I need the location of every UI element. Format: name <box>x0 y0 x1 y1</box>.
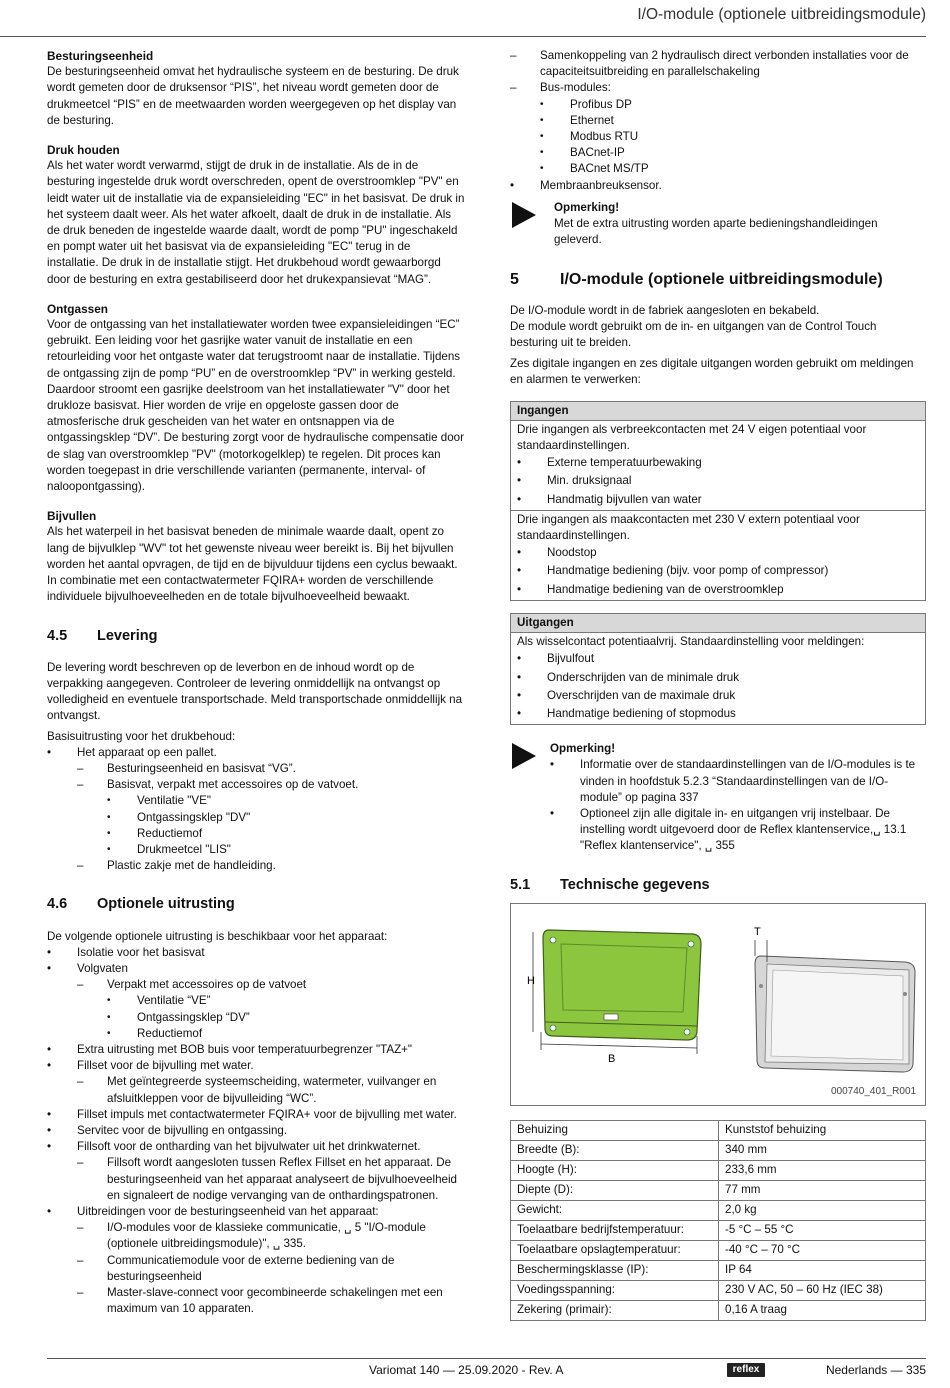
delivery-sublist <box>47 761 465 793</box>
list-item: – Fillsoft wordt aangesloten tussen Reflex Fillset en het apparaat. De besturingseenheid van het apparaat analyseert de bijvulhoeveelheid en signaleert de nodige vervanging van de onthardingspatronen. <box>47 1155 465 1204</box>
arrow-icon <box>512 202 536 228</box>
spec-value: 230 V AC, 50 – 60 Hz (IEC 38) <box>719 1280 926 1300</box>
paragraph: De besturingseenheid omvat het hydraulische systeem en de besturing. De druk wordt gemeten door de druksensor “PIS”, het niveau wordt gemeten door de drukmeetcel “PIS” en de meetwaarden worden weergegeven op het display van de besturing. <box>47 65 459 127</box>
list-item: • Servitec voor de bijvulling en ontgassing. <box>47 1123 465 1139</box>
table-group <box>511 633 925 724</box>
paragraph: De volgende optionele uitrusting is beschikbaar voor het apparaat: <box>47 929 388 943</box>
paragraph: Als het water wordt verwarmd, stijgt de druk in de installatie. Als de in de besturing ingestelde druk wordt overschreden, opent de overstroomklep "PV" en leidt water uit de installatie via de expansieleiding "EC" in het basisvat. De druk in het systeem daalt weer. Als het water afkoelt, daalt de druk in de installatie. Als de druk beneden de ingestelde waarde daalt, wordt de pomp "PU" ingeschakeld en pompt water uit het basisvat via de expansieleiding "EC" terug in de installatie. De druk in de installatie stijgt. Het drukbehoud wordt gewaarborgd door de besturing en extra gestabiliseerd door het drukexpansievat “MAG”. <box>47 159 465 286</box>
list-item: • Fillsoft voor de ontharding van het bijvulwater uit het drinkwaternet. <box>47 1139 465 1155</box>
section-number: 4.5 <box>47 627 68 644</box>
options-sublist <box>47 1074 465 1106</box>
paragraph: Zes digitale ingangen en zes digitale uitgangen worden gebruikt om meldingen en alarmen te verwerken: <box>510 357 914 387</box>
list-item: • Extra uitrusting met BOB buis voor temperatuurbegrenzer "TAZ+" <box>47 1042 465 1058</box>
spec-value: 233,6 mm <box>719 1160 926 1180</box>
spec-key: Zekering (primair): <box>511 1300 719 1320</box>
list-item: – Bus-modules: <box>480 80 926 96</box>
spec-value: IP 64 <box>719 1260 926 1280</box>
list-item: • Uitbreidingen voor de besturingseenheid van het apparaat: <box>47 1204 465 1220</box>
list-item: – Verpakt met accessoires op de vatvoet <box>47 977 465 993</box>
subheading: Druk houden <box>47 143 120 158</box>
list-item: • Isolatie voor het basisvat <box>47 945 465 961</box>
spec-value: 340 mm <box>719 1140 926 1160</box>
list-item: • BACnet MS/TP <box>480 161 926 177</box>
outputs-table <box>510 613 926 725</box>
section-number: 5.1 <box>510 876 531 893</box>
table-row <box>511 1280 926 1300</box>
dimension-line <box>541 1044 697 1048</box>
list-item: • Volgvaten <box>47 961 465 977</box>
list-item: • Fillset impuls met contactwatermeter FQIRA+ voor de bijvulling met water. <box>47 1107 465 1123</box>
spec-value: -5 °C – 55 °C <box>719 1220 926 1240</box>
subheading: Bijvullen <box>47 509 97 524</box>
dimension-label-t: T <box>754 925 761 938</box>
group-text: Drie ingangen als maakcontacten met 230 V extern potentiaal voor standaardinstellingen. <box>517 512 860 543</box>
list-item: • Handmatig bijvullen van water <box>517 491 919 509</box>
list-item: • Handmatige bediening van de overstroomklep <box>517 581 919 599</box>
note-title: Opmerking! <box>554 200 620 214</box>
dimension-label-h: H <box>527 974 535 987</box>
list-item: • Informatie over de standaardinstellingen van de I/O-modules is te vinden in hoofdstuk 5.2.3 “Standaardinstellingen van de I/O-module” op pagina 337 <box>550 757 926 806</box>
list-item: • Overschrijden van de maximale druk <box>517 687 919 705</box>
device-illustration <box>511 904 925 1103</box>
footer-page-number: Nederlands — 335 <box>825 1363 926 1377</box>
spec-key: Beschermingsklasse (IP): <box>511 1260 719 1280</box>
subheading: Besturingseenheid <box>47 49 154 63</box>
header-title: I/O-module (optionele uitbreidingsmodule) <box>637 6 926 23</box>
list-item: • Ontgassingsklep "DV" <box>47 810 465 826</box>
paragraph: De levering wordt beschreven op de leverbon en de inhoud wordt op de verpakking aangegeven. Controleer de levering onmiddellijk na ontvangst op volledigheid en eventuele transportschade. Meld transportschade onmiddellijk na ontvangst. <box>47 660 463 723</box>
list-item: • Reductiemof <box>47 1026 465 1042</box>
list-item: • Fillset voor de bijvulling met water. <box>47 1058 465 1074</box>
list-item: • Het apparaat op een pallet. <box>47 745 465 761</box>
options-sublist <box>47 977 465 993</box>
note-box <box>510 200 926 249</box>
table-row <box>511 1240 926 1260</box>
list-item: • Bijvulfout <box>517 650 919 668</box>
footer-doc-info: Variomat 140 — 25.09.2020 - Rev. A <box>369 1363 564 1377</box>
list-item: • Min. druksignaal <box>517 472 919 490</box>
spec-value: 2,0 kg <box>719 1200 926 1220</box>
note-box <box>510 741 926 854</box>
options-list <box>47 1204 465 1220</box>
list-item-link[interactable]: – I/O-modules voor de klassieke communicatie, ␣ 5 "I/O-module (optionele uitbreidingsmodule)", ␣ 335. <box>47 1220 465 1252</box>
spec-key: Hoogte (H): <box>511 1160 719 1180</box>
list-item: • Ventilatie "VE" <box>47 793 465 809</box>
heading-levering <box>47 628 465 644</box>
section-druk-houden <box>47 142 465 288</box>
heading-io-module <box>510 272 926 288</box>
section-title: Technische gegevens <box>560 876 710 893</box>
options-list <box>47 945 465 977</box>
spec-value: 77 mm <box>719 1180 926 1200</box>
green-module <box>543 930 701 1040</box>
table-header: Ingangen <box>511 402 925 421</box>
list-item: – Met geïntegreerde systeemscheiding, watermeter, vuilvanger en afsluitkleppen voor de bijvulleiding “WC”. <box>47 1074 465 1106</box>
list-item: • Handmatige bediening (bijv. voor pomp of compressor) <box>517 562 919 580</box>
device-figure <box>510 903 926 1106</box>
list-item: • Membraanbreuksensor. <box>510 178 926 194</box>
table-row <box>511 1220 926 1240</box>
dimension-label-b: B <box>608 1052 616 1065</box>
table-row <box>511 1260 926 1280</box>
grey-module <box>755 956 915 1072</box>
list-item: – Communicatiemodule voor de externe bediening van de besturingseenheid <box>47 1253 465 1285</box>
list-item: • Handmatige bediening of stopmodus <box>517 705 919 723</box>
section-ontgassen <box>47 301 465 495</box>
options-subsublist <box>47 993 465 1042</box>
table-header: Uitgangen <box>511 614 925 633</box>
arrow-icon <box>512 743 536 769</box>
left-column <box>47 48 465 1317</box>
heading-technische-gegevens <box>510 877 926 893</box>
table-group <box>511 510 925 600</box>
right-column <box>510 48 926 1321</box>
section-title: Optionele uitrusting <box>97 896 235 913</box>
table-row <box>511 1140 926 1160</box>
list-item: • Ventilatie “VE” <box>47 993 465 1009</box>
delivery-subsublist <box>47 793 465 858</box>
spec-table <box>510 1120 926 1321</box>
paragraph: De module wordt gebruikt om de in- en uitgangen van de Control Touch besturing uit te breiden. <box>510 319 877 350</box>
reflex-logo: reflex <box>727 1363 765 1377</box>
section-number: 5 <box>510 271 519 289</box>
spec-value: Kunststof behuizing <box>719 1120 926 1140</box>
group-text: Als wisselcontact potentiaalvrij. Standaardinstelling voor meldingen: <box>517 635 865 649</box>
paragraph: Als het waterpeil in het basisvat beneden de minimale waarde daalt, opent zo lang de bijvulklep "WV" tot het gewenste niveau weer bereikt is. Bij het bijvullen worden het aantal opvragen, de tijd en de bijvulduur tijdens een cyclus bewaakt. In combinatie met een contactwatermeter FQIRA+ worden de verschillende individuele bijvulhoeveelheden en de totale bijvulhoeveelheid bewaakt. <box>47 525 458 604</box>
continued-list <box>510 178 926 194</box>
subheading: Ontgassen <box>47 301 108 316</box>
bus-module-list <box>480 97 926 178</box>
list-item: – Samenkoppeling van 2 hydraulisch direct verbonden installaties voor de capaciteitsuitbreiding en parallelschakeling <box>480 48 926 80</box>
note-text: Met de extra uitrusting worden aparte bedieningshandleidingen geleverd. <box>554 217 878 247</box>
section-bijvullen <box>47 508 465 605</box>
section-besturingseenheid <box>47 48 465 129</box>
spec-key: Gewicht: <box>511 1200 719 1220</box>
list-item: • Ethernet <box>480 113 926 129</box>
list-item: • Profibus DP <box>480 97 926 113</box>
table-row <box>511 1200 926 1220</box>
paragraph: De I/O-module wordt in de fabriek aangesloten en bekabeld. <box>510 303 820 317</box>
options-sublist <box>47 1155 465 1204</box>
list-item: – Master-slave-connect voor gecombineerde schakelingen met een maximum van 10 apparaten. <box>47 1285 465 1317</box>
page-footer <box>47 1358 926 1388</box>
spec-key: Breedte (B): <box>511 1140 719 1160</box>
section-title: Levering <box>97 627 158 644</box>
list-item: • Reductiemof <box>47 826 465 842</box>
list-item: – Besturingseenheid en basisvat “VG”. <box>47 761 465 777</box>
heading-optionele-uitrusting <box>47 896 465 912</box>
section-number: 4.6 <box>47 896 68 913</box>
delivery-sublist <box>47 858 465 874</box>
list-item: • Ontgassingsklep “DV” <box>47 1010 465 1026</box>
spec-value: 0,16 A traag <box>719 1300 926 1320</box>
continued-list <box>480 48 926 97</box>
options-sublist <box>47 1220 465 1317</box>
list-item: • BACnet-IP <box>480 145 926 161</box>
spec-key: Voedingsspanning: <box>511 1280 719 1300</box>
spec-key: Diepte (D): <box>511 1180 719 1200</box>
list-item: • Drukmeetcel "LIS" <box>47 842 465 858</box>
paragraph: Basisuitrusting voor het drukbehoud: <box>47 729 236 743</box>
table-row <box>511 1120 926 1140</box>
list-item: • Externe temperatuurbewaking <box>517 454 919 472</box>
page-header <box>0 0 926 37</box>
list-item-link[interactable]: • Optioneel zijn alle digitale in- en uitgangen vrij instelbaar. De instelling wordt uitgevoerd door de Reflex klantenservice,␣ 13.1 "Reflex klantenservice", ␣ 355 <box>550 806 926 855</box>
section-title: I/O-module (optionele uitbreidingsmodule) <box>560 271 883 289</box>
spec-key: Toelaatbare bedrijfstemperatuur: <box>511 1220 719 1240</box>
spec-key: Behuizing <box>511 1120 719 1140</box>
spec-value: -40 °C – 70 °C <box>719 1240 926 1260</box>
list-item: – Basisvat, verpakt met accessoires op de vatvoet. <box>47 777 465 793</box>
inputs-table <box>510 401 926 601</box>
delivery-list <box>47 745 465 761</box>
table-row <box>511 1160 926 1180</box>
options-list <box>47 1107 465 1156</box>
spec-key: Toelaatbare opslagtemperatuur: <box>511 1240 719 1260</box>
note-title: Opmerking! <box>550 742 616 756</box>
options-list <box>47 1042 465 1074</box>
table-group <box>511 421 925 510</box>
table-row <box>511 1300 926 1320</box>
figure-code: 000740_401_R001 <box>831 1085 917 1097</box>
list-item: • Modbus RTU <box>480 129 926 145</box>
table-row <box>511 1180 926 1200</box>
list-item: • Noodstop <box>517 544 919 562</box>
paragraph: Voor de ontgassing van het installatiewater worden twee expansieleidingen “EC” gebruikt. Een leiding voor het gasrijke water vanuit de installatie en een retourleiding voor het ontgaste water dat terugstroomt naar de installatie. Tijdens de ontgassing zijn de pomp “PU” en de overstroomklep “PV” in werking gesteld. Daardoor stroomt een gasrijke deelstroom van het installatiewater "V" door het drukloze basisvat. Hier worden de vrije en opgeloste gassen door de atmosferische druk gescheiden van het water en ontsnappen via de ontgassingsklep “DV”. De besturing zorgt voor de hydraulische compensatie door de slag van overstroomklep "PV" (motorkogelklep) te regelen. Dit proces kan worden toegepast in drie verschillende varianten (permanente, interval- of naloopontgassing). <box>47 318 464 494</box>
group-text: Drie ingangen als verbreekcontacten met 24 V eigen potentiaal voor standaardinstellingen. <box>517 422 867 453</box>
list-item: • Onderschrijden van de minimale druk <box>517 669 919 687</box>
list-item: – Plastic zakje met de handleiding. <box>47 858 465 874</box>
